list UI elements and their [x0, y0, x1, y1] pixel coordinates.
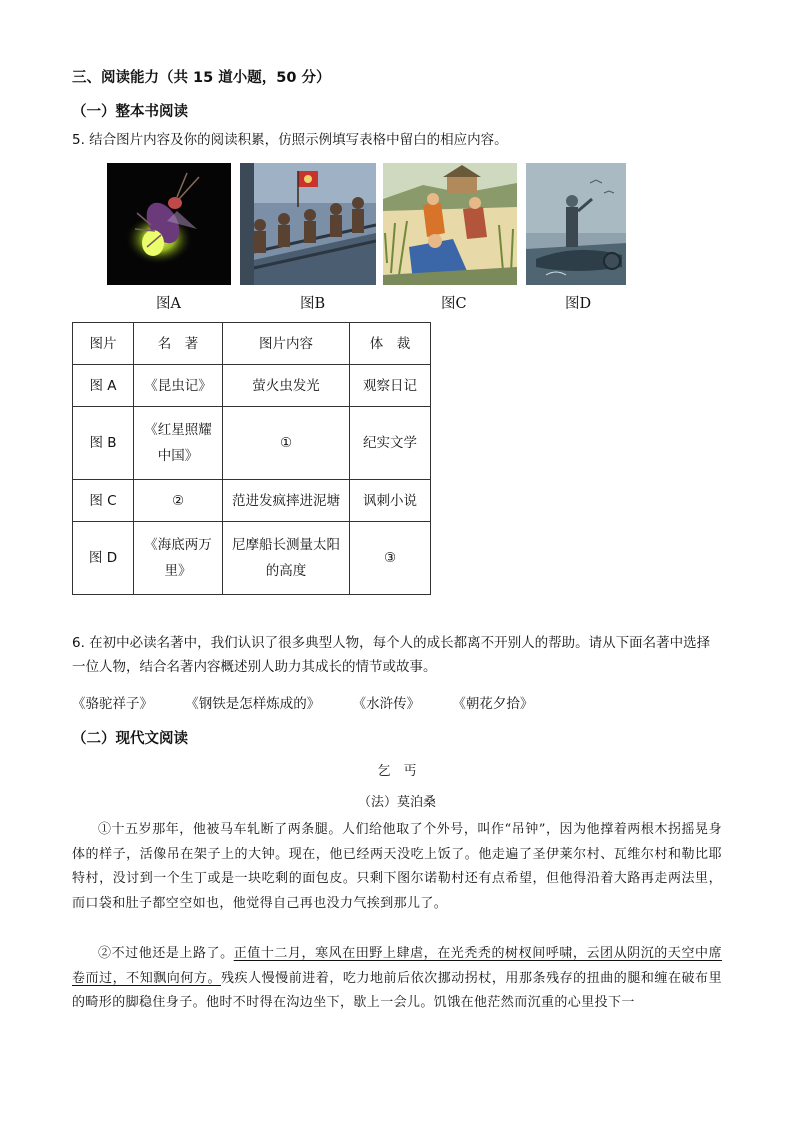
paragraph-2-rest: 残疾人慢慢前进着，吃力地前后依次挪动拐杖，用那条残存的扭曲的腿和缠在破布里的畸形的脚稳住身子。他时不时得在沟边坐下，歇上一会儿。饥饿在他茫然而沉重的心里投下一 [72, 970, 722, 1010]
cell-content-blank: ① [223, 407, 350, 480]
header-genre: 体 裁 [350, 323, 431, 365]
table-row [73, 407, 431, 480]
cell-content-line: 的高度 [265, 563, 307, 579]
cell-content: 萤火虫发光 [223, 365, 350, 407]
part-title-modern-reading: （二）现代文阅读 [72, 731, 188, 747]
table-header-row [73, 323, 431, 365]
picture-d-nemo [526, 163, 626, 285]
picture-c-fan-jin [383, 163, 517, 285]
cell-genre: 纪实文学 [350, 407, 431, 480]
book-option: 《水浒传》 [352, 696, 421, 712]
cell-content-line: 尼摩船长测量太阳 [232, 537, 340, 553]
caption-a: 图A [156, 296, 181, 312]
book-option: 《骆驼祥子》 [72, 696, 153, 712]
table-row [73, 522, 431, 595]
story-title: 乞 丐 [377, 764, 417, 779]
cell-content: 范进发疯摔进泥塘 [223, 480, 350, 522]
cell-book: 《昆虫记》 [134, 365, 223, 407]
caption-b: 图B [300, 296, 326, 312]
cell-book [134, 407, 223, 480]
cell-book-line: 《红星照耀 [144, 422, 212, 438]
caption-c: 图C [441, 296, 467, 312]
book-option: 《钢铁是怎样炼成的》 [185, 696, 321, 712]
picture-b-bridge [240, 163, 376, 285]
paragraph-1: ①十五岁那年，他被马车轧断了两条腿。人们给他取了个外号，叫作“吊钟”，因为他撑着两根木拐摇晃身体的样子，活像吊在架子上的大钟。现在，他已经两天没吃上饭了。他走遍了圣伊莱尔村、瓦维尔村和勒比耶特村，没讨到一个生丁或是一块吃剩的面包皮。只剩下图尔诺勒村还有点希望，但他得沿着大路再走两法里，而口袋和肚子都空空如也，他觉得自己再也没力气挨到那儿了。 [72, 822, 722, 911]
book-table [72, 322, 431, 595]
paragraph-2 [72, 942, 722, 1016]
header-picture: 图片 [73, 323, 134, 365]
cell-picture: 图 B [73, 407, 134, 480]
cell-picture: 图 C [73, 480, 134, 522]
header-book: 名 著 [134, 323, 223, 365]
cell-genre: 讽刺小说 [350, 480, 431, 522]
cell-book-line: 《海底两万 [144, 537, 212, 553]
cell-book-blank: ② [134, 480, 223, 522]
question-5: 5. 结合图片内容及你的阅读积累，仿照示例填写表格中留白的相应内容。 [72, 132, 508, 148]
question-6: 6. 在初中必读名著中，我们认识了很多典型人物，每个人的成长都离不开别人的帮助。请从下面名著中选择一位人物，结合名著内容概述别人助力其成长的情节或故事。 [72, 635, 711, 675]
cell-genre-blank: ③ [350, 522, 431, 595]
table-row [73, 480, 431, 522]
caption-d: 图D [565, 296, 592, 312]
part-title-whole-book: （一）整本书阅读 [72, 104, 188, 120]
cell-book-line: 里》 [164, 563, 192, 579]
picture-row [107, 163, 627, 285]
picture-a-firefly [107, 163, 231, 285]
cell-picture: 图 D [73, 522, 134, 595]
cell-book-line: 中国》 [157, 448, 199, 464]
section-title: 三、阅读能力（共 15 道小题，50 分） [72, 70, 331, 86]
cell-picture: 图 A [73, 365, 134, 407]
book-option: 《朝花夕拾》 [452, 696, 534, 712]
cell-book [134, 522, 223, 595]
underlined-sentence: 正值十二月，寒风在田野上肆虐，在光秃秃的树杈间呼啸，云团从阴沉的天空中席卷而过，不知飘向何方。 [72, 946, 722, 986]
table-row [73, 365, 431, 407]
book-options [72, 692, 561, 712]
cell-genre: 观察日记 [350, 365, 431, 407]
paragraph-2-start: ②不过他还是上路了。 [98, 946, 234, 961]
story-author: （法）莫泊桑 [357, 795, 436, 810]
header-content: 图片内容 [223, 323, 350, 365]
cell-content [223, 522, 350, 595]
